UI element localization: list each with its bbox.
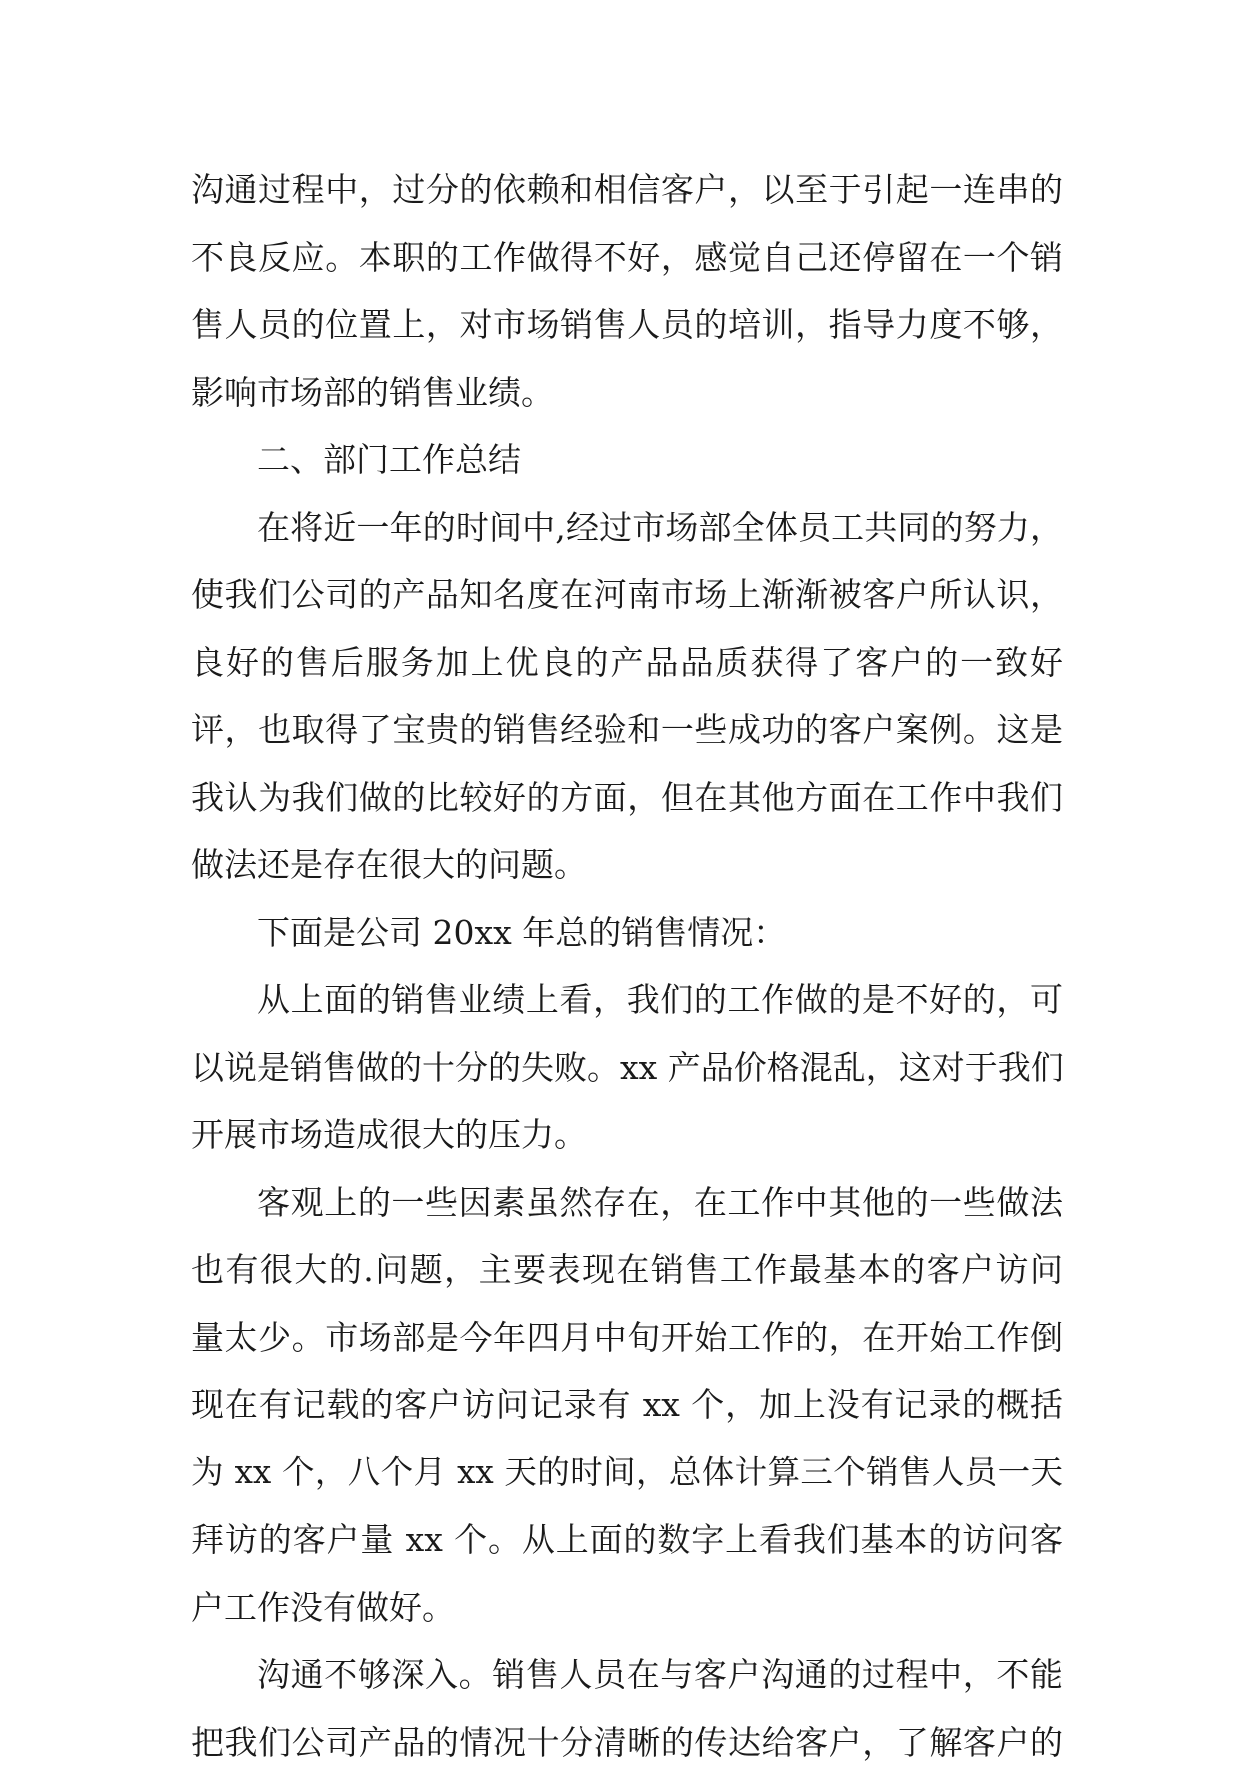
- paragraph-start-line: 从上面的销售业绩上看，我们的工作做的是不好的，可: [191, 966, 1063, 1034]
- text-line: 良好的售后服务加上优良的产品品质获得了客户的一致好: [191, 629, 1063, 697]
- text-line: 我认为我们做的比较好的方面，但在其他方面在工作中我们: [191, 764, 1063, 832]
- text-line: 量太少。市场部是今年四月中旬开始工作的，在开始工作倒: [191, 1304, 1063, 1372]
- text-line: 做法还是存在很大的问题。: [191, 831, 1063, 899]
- text-line: 不良反应。本职的工作做得不好，感觉自己还停留在一个销: [191, 224, 1063, 292]
- text-line: 户工作没有做好。: [191, 1574, 1063, 1642]
- text-line: 拜访的客户量 xx 个。从上面的数字上看我们基本的访问客: [191, 1506, 1063, 1574]
- text-line: 开展市场造成很大的压力。: [191, 1101, 1063, 1169]
- text-line: 售人员的位置上，对市场销售人员的培训，指导力度不够，: [191, 291, 1063, 359]
- text-line: 使我们公司的产品知名度在河南市场上渐渐被客户所认识，: [191, 561, 1063, 629]
- text-line: 沟通过程中，过分的依赖和相信客户，以至于引起一连串的: [191, 156, 1063, 224]
- text-line: 评，也取得了宝贵的销售经验和一些成功的客户案例。这是: [191, 696, 1063, 764]
- paragraph-start-line: 沟通不够深入。销售人员在与客户沟通的过程中，不能: [191, 1641, 1063, 1709]
- document-body: [191, 156, 1063, 1776]
- paragraph-start-line: 客观上的一些因素虽然存在，在工作中其他的一些做法: [191, 1169, 1063, 1237]
- text-line: 现在有记载的客户访问记录有 xx 个，加上没有记录的概括: [191, 1371, 1063, 1439]
- text-line: 也有很大的.问题，主要表现在销售工作最基本的客户访问: [191, 1236, 1063, 1304]
- text-line: 影响市场部的销售业绩。: [191, 359, 1063, 427]
- paragraph-start-line: 在将近一年的时间中,经过市场部全体员工共同的努力，: [191, 494, 1063, 562]
- paragraph-start-line: 下面是公司 20xx 年总的销售情况：: [191, 899, 1063, 967]
- text-line: 为 xx 个，八个月 xx 天的时间，总体计算三个销售人员一天: [191, 1439, 1063, 1507]
- text-line: 把我们公司产品的情况十分清晰的传达给客户，了解客户的: [191, 1709, 1063, 1776]
- paragraph-start-line: 二、部门工作总结: [191, 426, 1063, 494]
- text-line: 以说是销售做的十分的失败。xx 产品价格混乱，这对于我们: [191, 1034, 1063, 1102]
